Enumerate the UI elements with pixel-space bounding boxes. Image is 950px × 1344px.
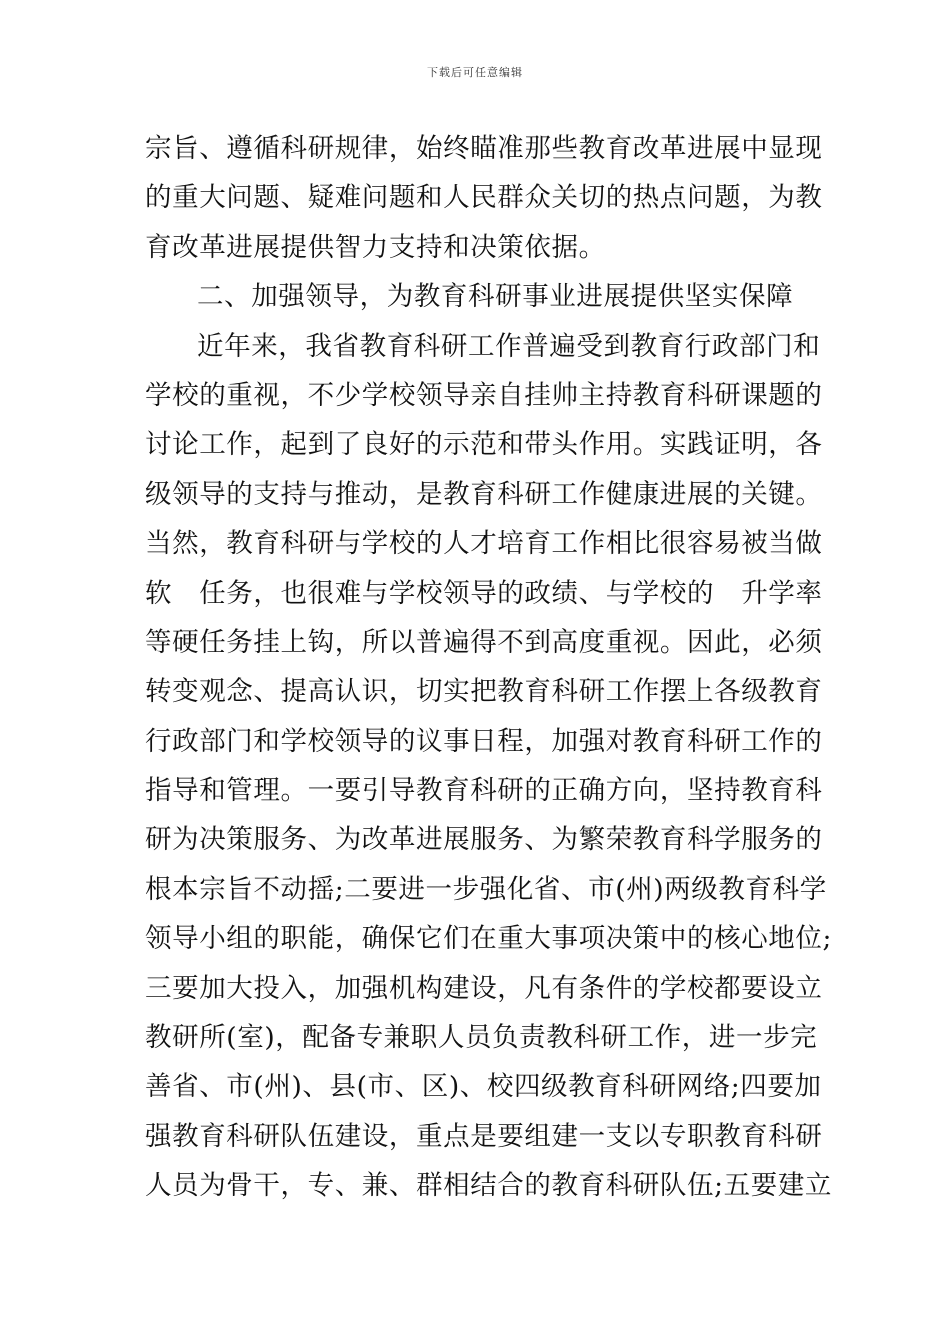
text-line: 等硬任务挂上钩，所以普遍得不到高度重视。因此，必须 (145, 626, 823, 658)
text-line: 宗旨、遵循科研规律，始终瞄准那些教育改革进展中显现 (145, 133, 823, 164)
text-line: 三要加大投入，加强机构建设，凡有条件的学校都要设立 (145, 972, 823, 1004)
section-heading: 二、加强领导，为教育科研事业进展提供坚实保障 (197, 281, 794, 313)
text-line: 善省、市(州)、县(市、区)、校四级教育科研网络;四要加 (145, 1071, 822, 1103)
text-line: 当然，教育科研与学校的人才培育工作相比很容易被当做 (145, 528, 823, 560)
text-line: 软 任务，也很难与学校领导的政绩、与学校的 升学率 (145, 577, 823, 609)
text-line: 指导和管理。一要引导教育科研的正确方向，坚持教育科 (145, 775, 823, 807)
text-line: 强教育科研队伍建设，重点是要组建一支以专职教育科研 (145, 1120, 823, 1152)
text-line: 级领导的支持与推动，是教育科研工作健康进展的关键。 (145, 478, 823, 510)
text-line: 领导小组的职能，确保它们在重大事项决策中的核心地位; (145, 923, 833, 955)
page-header: 下载后可任意编辑 (427, 66, 523, 79)
text-line: 研为决策服务、为改革进展服务、为繁荣教育科学服务的 (145, 824, 823, 856)
text-line: 根本宗旨不动摇;二要进一步强化省、市(州)两级教育科学 (145, 873, 827, 905)
text-line: 教研所(室)，配备专兼职人员负责教科研工作，进一步完 (145, 1022, 818, 1054)
text-line: 近年来，我省教育科研工作普遍受到教育行政部门和 (197, 330, 821, 362)
text-line: 的重大问题、疑难问题和人民群众关切的热点问题，为教 (145, 182, 823, 214)
text-line: 育改革进展提供智力支持和决策依据。 (145, 231, 606, 263)
text-line: 转变观念、提高认识，切实把教育科研工作摆上各级教育 (145, 676, 823, 708)
document-body (145, 124, 833, 1211)
text-line: 学校的重视，不少学校领导亲自挂帅主持教育科研课题的 (145, 379, 823, 411)
text-line: 人员为骨干，专、兼、群相结合的教育科研队伍;五要建立 (145, 1170, 833, 1202)
text-line: 行政部门和学校领导的议事日程，加强对教育科研工作的 (145, 725, 823, 757)
text-line: 讨论工作，起到了良好的示范和带头作用。实践证明，各 (145, 429, 823, 461)
